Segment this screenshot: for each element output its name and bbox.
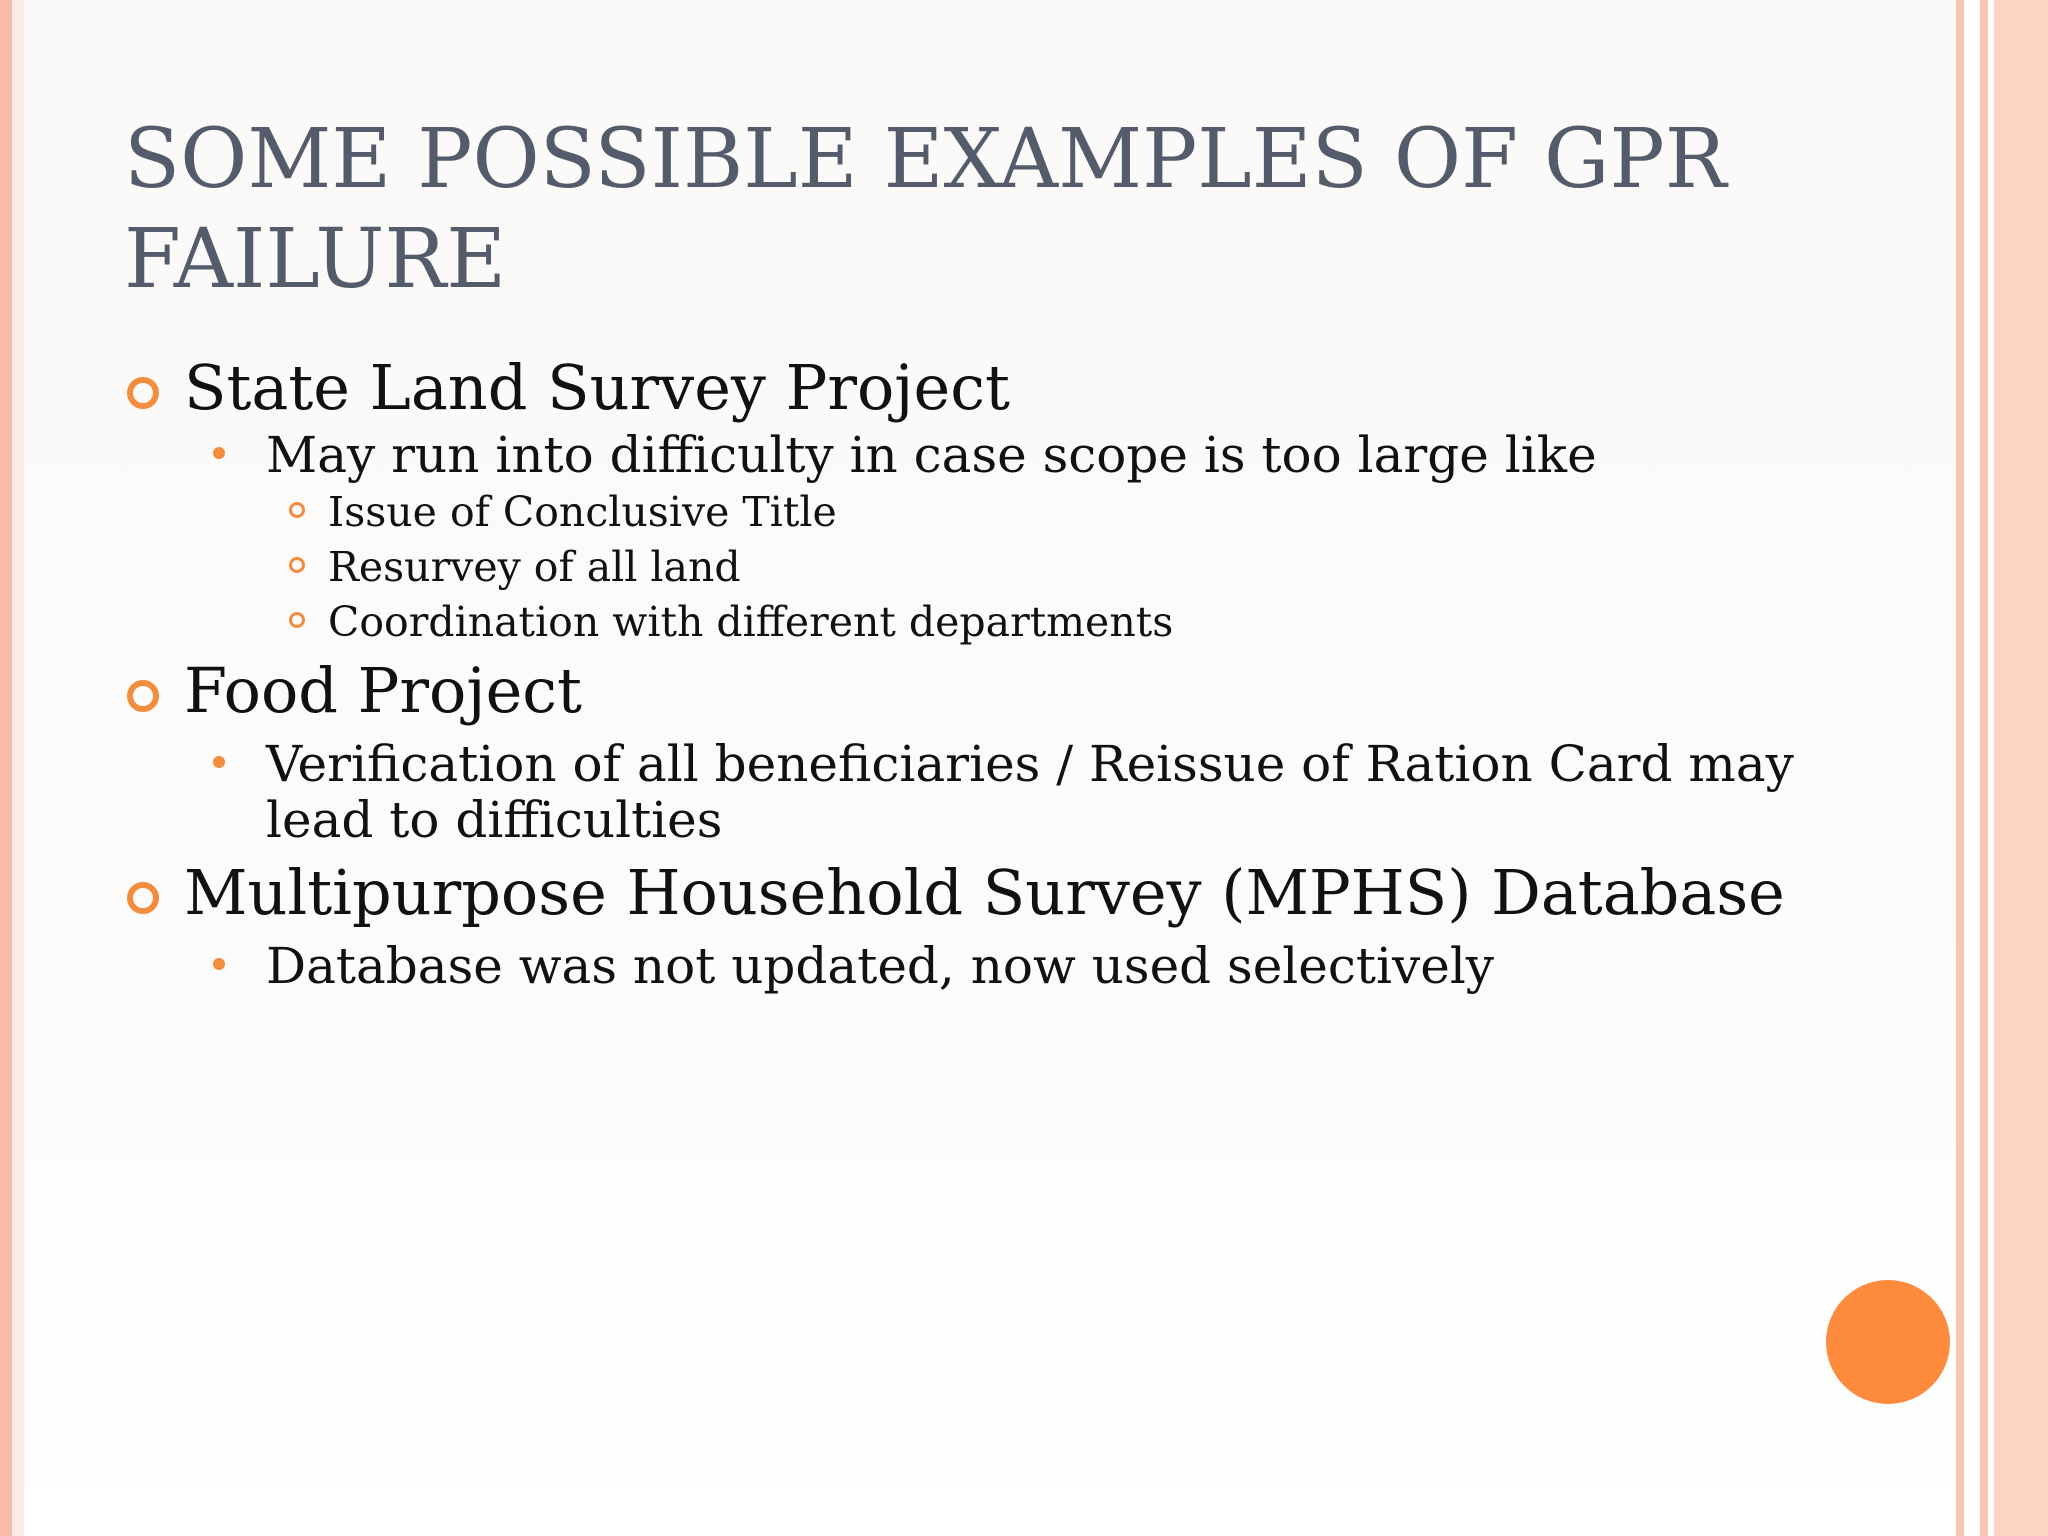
bullet-text: Resurvey of all land — [328, 543, 741, 591]
bullet-text: Database was not updated, now used selectively — [266, 937, 1495, 995]
left-border-stripe-inner — [12, 0, 24, 1536]
small-ring-bullet-icon — [289, 502, 305, 518]
bullet-text: State Land Survey Project — [184, 351, 1010, 424]
ring-bullet-icon — [127, 680, 159, 712]
bullet-text: Issue of Conclusive Title — [328, 488, 837, 536]
bullet-text: Verification of all beneficiaries / Reissue of Ration Card may lead to difficulties — [266, 735, 1794, 849]
bullet-level2 — [124, 427, 1824, 483]
bullet-level3 — [124, 540, 1824, 595]
right-border-stripe — [1956, 0, 1964, 1536]
right-border-band — [1994, 0, 2048, 1536]
bullet-text: May run into difficulty in case scope is too large like — [266, 426, 1597, 484]
right-border-gap — [1964, 0, 1980, 1536]
bullet-level1 — [124, 351, 1824, 424]
bullet-text: Multipurpose Household Survey (MPHS) Database — [184, 856, 1785, 929]
slide-title: SOME POSSIBLE EXAMPLES OF GPR FAILURE — [124, 112, 1727, 307]
bullet-list — [124, 351, 1824, 995]
dot-bullet-icon — [213, 958, 225, 970]
right-border-stripe — [1980, 0, 1988, 1536]
bullet-level1 — [124, 654, 1824, 727]
bullet-level3 — [124, 485, 1824, 540]
bullet-text: Food Project — [184, 654, 582, 727]
small-ring-bullet-icon — [289, 557, 305, 573]
bullet-level1 — [124, 856, 1824, 929]
dot-bullet-icon — [213, 447, 225, 459]
ring-bullet-icon — [127, 377, 159, 409]
bullet-level2 — [124, 938, 1824, 994]
ring-bullet-icon — [127, 882, 159, 914]
bullet-level3 — [124, 595, 1824, 650]
left-border-stripe — [0, 0, 12, 1536]
bullet-level2 — [124, 736, 1824, 848]
bullet-text: Coordination with different departments — [328, 598, 1174, 646]
accent-circle — [1826, 1280, 1950, 1404]
dot-bullet-icon — [213, 756, 225, 768]
small-ring-bullet-icon — [289, 612, 305, 628]
